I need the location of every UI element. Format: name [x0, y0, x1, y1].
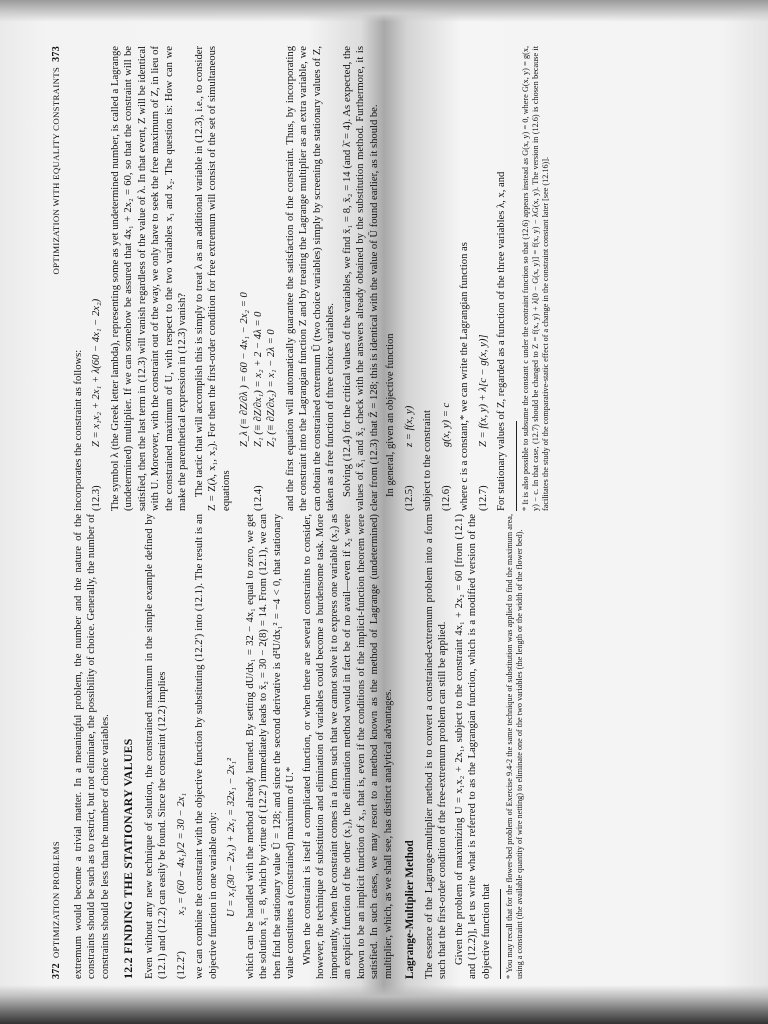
paragraph: For stationary values of Z, regarded as a function of the three variables λ, x, and: [496, 171, 507, 511]
equation-12-4: [238, 46, 279, 511]
equation-number: (12.3): [91, 485, 102, 511]
paragraph: The essence of the Lagrange-multiplier method is to convert a constrained-extremum problem into a form such that the first-order condition of the free-extremum problem can still be applied.: [423, 514, 448, 979]
page-number: 372: [51, 963, 62, 979]
paragraph: In general, given an objective function: [385, 333, 396, 497]
equation-number: (12.7): [477, 485, 489, 511]
page-373: [50, 46, 730, 511]
paragraph: extremum would become a trivial matter. In a meaningful problem, the number and the nature of the constraints should be such as to restrict, but not eliminate, the possibility of choice. Generally, the number of constraints should be less than the number of choice variables.: [72, 514, 111, 979]
equation-12-7: [477, 46, 491, 511]
running-head-left: [50, 514, 64, 979]
footnote: * You may recall that for the flower-bed problem of Exercise 9.4-2 the same technique of substitution was applied to find the maximum area, using a constraint (the available quantity of wire netting) to eliminate one of the two variables (the length or the width of the flower bed).: [505, 514, 525, 979]
equation-number: (12.6): [440, 485, 452, 511]
equation-12-6: [440, 46, 454, 511]
equation-body: z = f(x, y): [403, 405, 415, 447]
paragraph: The symbol λ (the Greek letter lambda), representing some as yet undetermined number, is called a Lagrange (undetermined) multiplier. If we can somehow be assured that 4x₁ + 2x₂ = 60, so that the constraint will be satisfied, then the last term in (12.3) will vanish regardless of the value of λ. In that event, Z will be identical with U. Moreover, with the constraint out of the way, we only have to seek the free maximum of Z, in lieu of the constrained maximum of U, with respect to the two variables x₁ and x₂. The question is: How can we make the parenthetical expression in (12.3) vanish?: [109, 46, 188, 511]
equation-number: (12.2′): [175, 951, 187, 979]
equation-system: [238, 292, 279, 453]
equation-line: Z₁ (≡ ∂Z/∂x₁) = x₂ + 2 − 4λ = 0: [252, 311, 264, 447]
page-372: [50, 514, 730, 979]
equation-number: (12.4): [252, 485, 264, 511]
equation-body: x₂ = (60 − 4x₁)/2 = 30 − 2x₁: [175, 792, 187, 915]
equation-body: U = x₁(30 − 2x₁) + 2x₁ = 32x₁ − 2x₁²: [226, 757, 237, 917]
equation-body: g(x, y) = c: [440, 402, 452, 447]
subsection-title: Lagrange-Multiplier Method: [404, 840, 416, 979]
paragraph: subject to the constraint: [422, 410, 433, 511]
footnote-rule: [516, 421, 517, 511]
paragraph: where c is a constant,* we can write the Lagrangian function as: [459, 242, 470, 511]
paragraph: we can combine the constraint with the objective function by substituting (12.2′) into (12.1). The result is an objective function in one variable only:: [194, 514, 219, 979]
equation-body: Z = f(x, y) + λ[c − g(x, y)]: [477, 334, 489, 447]
paragraph: incorporates the constraint as follows:: [72, 349, 84, 511]
paragraph: Even without any new technique of solution, the constrained maximum in the simple example defined by (12.1) and (12.2) can easily be found. Since the constraint (12.2) implies: [143, 514, 168, 979]
paragraph: which can be handled with the method already learned. By setting dU/dx₁ = 32 − 4x₁ equal to zero, we get the solution x̄₁ = 8, which by virtue of (12.2′) immediately leads to x̄₂ = 30 − 2(8) = 14. From (12.1), we can then find the stationary value Ū = 128; and since the second derivative is d²U/dx₁² = −4 < 0, that stationary value constitutes a (constrained) maximum of U.*: [244, 514, 296, 979]
paragraph: Solving (12.4) for the critical values of the variables, we find x̄₁ = 8, x̄₂ = 14 (and λ̄ = 4). As expected, the values of x̄₁ and x̄₂ check with the answers already obtained by the substitution method. Furthermore, it is clear from (12.3) that Z̄ = 128; this is identical with the value of Ū found earlier, as it should be.: [341, 46, 380, 511]
equation-line: Z_λ (≡ ∂Z/∂λ ) = 60 − 4x₁ − 2x₂ = 0: [239, 292, 250, 447]
paragraph: and the first equation will automatically guarantee the satisfaction of the constraint. Thus, by incorporating the constraint into the Lagrangian function Z and by treating the Lagrange multiplier as an extra variable, we can obtain the constrained extremum Ū (two choice variables) simply by screening the stationary values of Z, taken as a free function of three choice variables.: [284, 46, 336, 511]
equation-number: (12.5): [403, 485, 415, 511]
running-head-title: OPTIMIZATION PROBLEMS: [51, 841, 61, 959]
footnote: * It is also possible to subsume the constant c under the contraint function so that (12.6) appears instead as G(x, y) = 0, where G(x, y) = g(x, y) − c. In that case, (12.7) should be changed to Z = f(x, y) + λ[0 − G(x, y)] = f(x, y) − λG(x, y). The version in (12.6) is chosen because it facilitates the study of the comparative-static effect of a change in the constraint constant later [see (12.16)].: [520, 46, 551, 511]
section-title: 12.2 FINDING THE STATIONARY VALUES: [121, 738, 135, 979]
paragraph: When the constraint is itself a complicated function, or when there are several constraints to consider, however, the technique of substitution and elimination of variables could become a burdensome task. More importantly, when the constraint comes in a form such that we cannot solve it to express one variable (x₂) as an explicit function of the other (x₁), the elimination method would in fact be of no avail—even if x₂ were known to be an implicit function of x₁, that is, even if the conditions of the implicit-function theorem were satisfied. In such cases, we may resort to a method known as the method of Lagrange (undetermined) multiplier, which, as we shall see, has distinct analytical advantages.: [301, 514, 394, 979]
equation-body: Z = x₁x₂ + 2x₁ + λ(60 − 4x₁ − 2x₂): [91, 298, 102, 447]
equation-line: Z₂ (≡ ∂Z/∂x₂) = x₁ − 2λ = 0: [266, 329, 277, 447]
equation-12-2-prime: [175, 514, 189, 979]
paragraph: Given the problem of maximizing U = x₁x₂ + 2x₁, subject to the constraint 4x₁ + 2x₂ = 60 [from (12.1) and (12.2)], let us write what is referred to as the Lagrangian function, which is a modified version of the objective function that: [453, 514, 492, 979]
equation-12-3: [90, 46, 104, 511]
running-head-right: [50, 46, 64, 511]
equation-unnumbered: [225, 514, 239, 979]
footnote-rule: [500, 889, 501, 979]
page-number: 373: [51, 46, 62, 62]
paragraph: The tactic that will accomplish this is simply to treat λ as an additional variable in (12.3), i.e., to consider Z = Z(λ, x₁, x₂). For then the first-order condition for free extremum will consist of the set of simultaneous equations: [193, 46, 232, 511]
equation-12-5: [403, 46, 417, 511]
running-head-title: OPTIMIZATION WITH EQUALITY CONSTRAINTS: [51, 66, 61, 275]
